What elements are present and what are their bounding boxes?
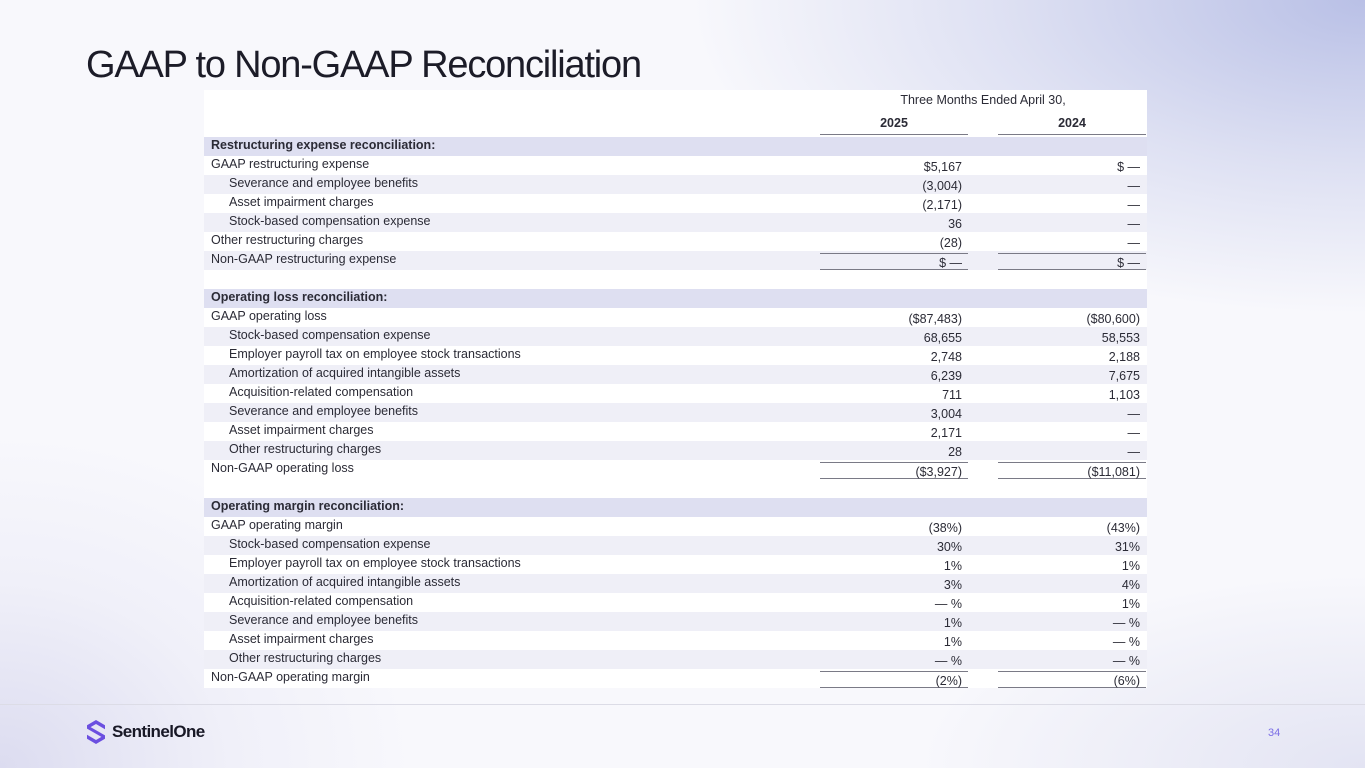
table-row	[204, 403, 1147, 422]
value-2025: 3,004	[930, 407, 962, 421]
row-label: GAAP operating margin	[211, 518, 343, 532]
value-2024: ($11,081)	[998, 462, 1146, 479]
table-row	[204, 156, 1147, 175]
table-row	[204, 517, 1147, 536]
value-2024: $ —	[1117, 160, 1140, 174]
value-2024: (43%)	[1106, 521, 1140, 535]
value-2025: 1%	[943, 559, 962, 573]
value-2025: 3%	[943, 578, 962, 592]
value-2025: 1%	[943, 635, 962, 649]
value-2025: 2,171	[930, 426, 962, 440]
value-2024: —	[1127, 198, 1140, 212]
table-row	[204, 536, 1147, 555]
value-2024: 2,188	[1108, 350, 1140, 364]
value-2024: $ —	[998, 253, 1146, 270]
section-header-row	[204, 289, 1147, 308]
value-2024: 7,675	[1108, 369, 1140, 383]
value-2024: 31%	[1114, 540, 1140, 554]
table-row	[204, 631, 1147, 650]
row-label: Employer payroll tax on employee stock transactions	[229, 347, 521, 361]
page-number: 34	[1268, 727, 1281, 739]
period-header-row	[204, 90, 1147, 112]
row-label: Severance and employee benefits	[229, 613, 419, 627]
table-row	[204, 346, 1147, 365]
value-2024: — %	[1112, 635, 1140, 649]
table-row	[204, 175, 1147, 194]
year-2024-header: 2024	[998, 116, 1146, 135]
row-label: Other restructuring charges	[211, 233, 364, 247]
row-label: Severance and employee benefits	[229, 176, 419, 190]
table-body	[204, 137, 1147, 688]
row-label: Stock-based compensation expense	[229, 537, 431, 551]
row-label: Non-GAAP operating loss	[211, 461, 354, 475]
value-2024: —	[1127, 407, 1140, 421]
value-2025: $ —	[820, 253, 968, 270]
table-row	[204, 251, 1147, 270]
value-2025: (2%)	[820, 671, 968, 688]
row-label: Stock-based compensation expense	[229, 328, 431, 342]
value-2024: — %	[1112, 654, 1140, 668]
logo-text: SentinelOne	[112, 722, 205, 741]
value-2025: — %	[934, 597, 962, 611]
value-2025: (38%)	[928, 521, 962, 535]
reconciliation-table	[204, 90, 1147, 688]
table-row	[204, 612, 1147, 631]
table-row	[204, 384, 1147, 403]
value-2024: (6%)	[998, 671, 1146, 688]
table-row	[204, 365, 1147, 384]
table-row	[204, 213, 1147, 232]
row-label: Non-GAAP operating margin	[211, 670, 370, 684]
value-2024: —	[1127, 179, 1140, 193]
spacer-row	[204, 479, 1147, 498]
value-2024: 1,103	[1108, 388, 1140, 402]
table-row	[204, 441, 1147, 460]
year-2025-header: 2025	[820, 116, 968, 135]
table-row	[204, 650, 1147, 669]
value-2025: 6,239	[930, 369, 962, 383]
table-row	[204, 232, 1147, 251]
year-header-row	[204, 112, 1147, 137]
row-label: Amortization of acquired intangible assets	[229, 366, 461, 380]
section-label: Operating margin reconciliation:	[211, 499, 405, 513]
value-2025: $5,167	[923, 160, 962, 174]
row-label: Asset impairment charges	[229, 195, 374, 209]
section-header-row	[204, 137, 1147, 156]
row-label: GAAP restructuring expense	[211, 157, 370, 171]
value-2024: 4%	[1121, 578, 1140, 592]
value-2024: —	[1127, 426, 1140, 440]
value-2025: (2,171)	[922, 198, 962, 212]
period-header: Three Months Ended April 30,	[900, 93, 1066, 107]
value-2024: —	[1127, 236, 1140, 250]
row-label: Non-GAAP restructuring expense	[211, 252, 397, 266]
value-2024: —	[1127, 217, 1140, 231]
table-row	[204, 555, 1147, 574]
sentinelone-logo	[86, 720, 205, 744]
page-title: GAAP to Non-GAAP Reconciliation	[86, 44, 641, 86]
row-label: Severance and employee benefits	[229, 404, 419, 418]
value-2025: 28	[948, 445, 962, 459]
value-2024: 1%	[1121, 559, 1140, 573]
row-label: Acquisition-related compensation	[229, 594, 414, 608]
row-label: Employer payroll tax on employee stock transactions	[229, 556, 521, 570]
row-label: Other restructuring charges	[229, 651, 382, 665]
value-2024: — %	[1112, 616, 1140, 630]
section-label: Restructuring expense reconciliation:	[211, 138, 436, 152]
value-2025: ($87,483)	[908, 312, 962, 326]
section-header-row	[204, 498, 1147, 517]
table-row	[204, 422, 1147, 441]
row-label: GAAP operating loss	[211, 309, 327, 323]
value-2024: 58,553	[1101, 331, 1140, 345]
footer-divider	[0, 704, 1365, 705]
table-row	[204, 308, 1147, 327]
value-2025: — %	[934, 654, 962, 668]
value-2025: 30%	[936, 540, 962, 554]
row-label: Acquisition-related compensation	[229, 385, 414, 399]
value-2025: 36	[948, 217, 962, 231]
row-label: Amortization of acquired intangible assets	[229, 575, 461, 589]
section-label: Operating loss reconciliation:	[211, 290, 388, 304]
value-2025: ($3,927)	[820, 462, 968, 479]
value-2025: (3,004)	[922, 179, 962, 193]
row-label: Stock-based compensation expense	[229, 214, 431, 228]
row-label: Other restructuring charges	[229, 442, 382, 456]
value-2024: —	[1127, 445, 1140, 459]
table-row	[204, 460, 1147, 479]
value-2025: 711	[942, 388, 962, 402]
spacer-row	[204, 270, 1147, 289]
table-row	[204, 574, 1147, 593]
value-2025: (28)	[939, 236, 962, 250]
value-2024: ($80,600)	[1086, 312, 1140, 326]
table-row	[204, 194, 1147, 213]
value-2024: 1%	[1121, 597, 1140, 611]
value-2025: 1%	[943, 616, 962, 630]
table-row	[204, 593, 1147, 612]
sentinelone-logo-icon	[86, 720, 106, 744]
table-row	[204, 669, 1147, 688]
table-row	[204, 327, 1147, 346]
row-label: Asset impairment charges	[229, 632, 374, 646]
value-2025: 68,655	[923, 331, 962, 345]
value-2025: 2,748	[930, 350, 962, 364]
row-label: Asset impairment charges	[229, 423, 374, 437]
